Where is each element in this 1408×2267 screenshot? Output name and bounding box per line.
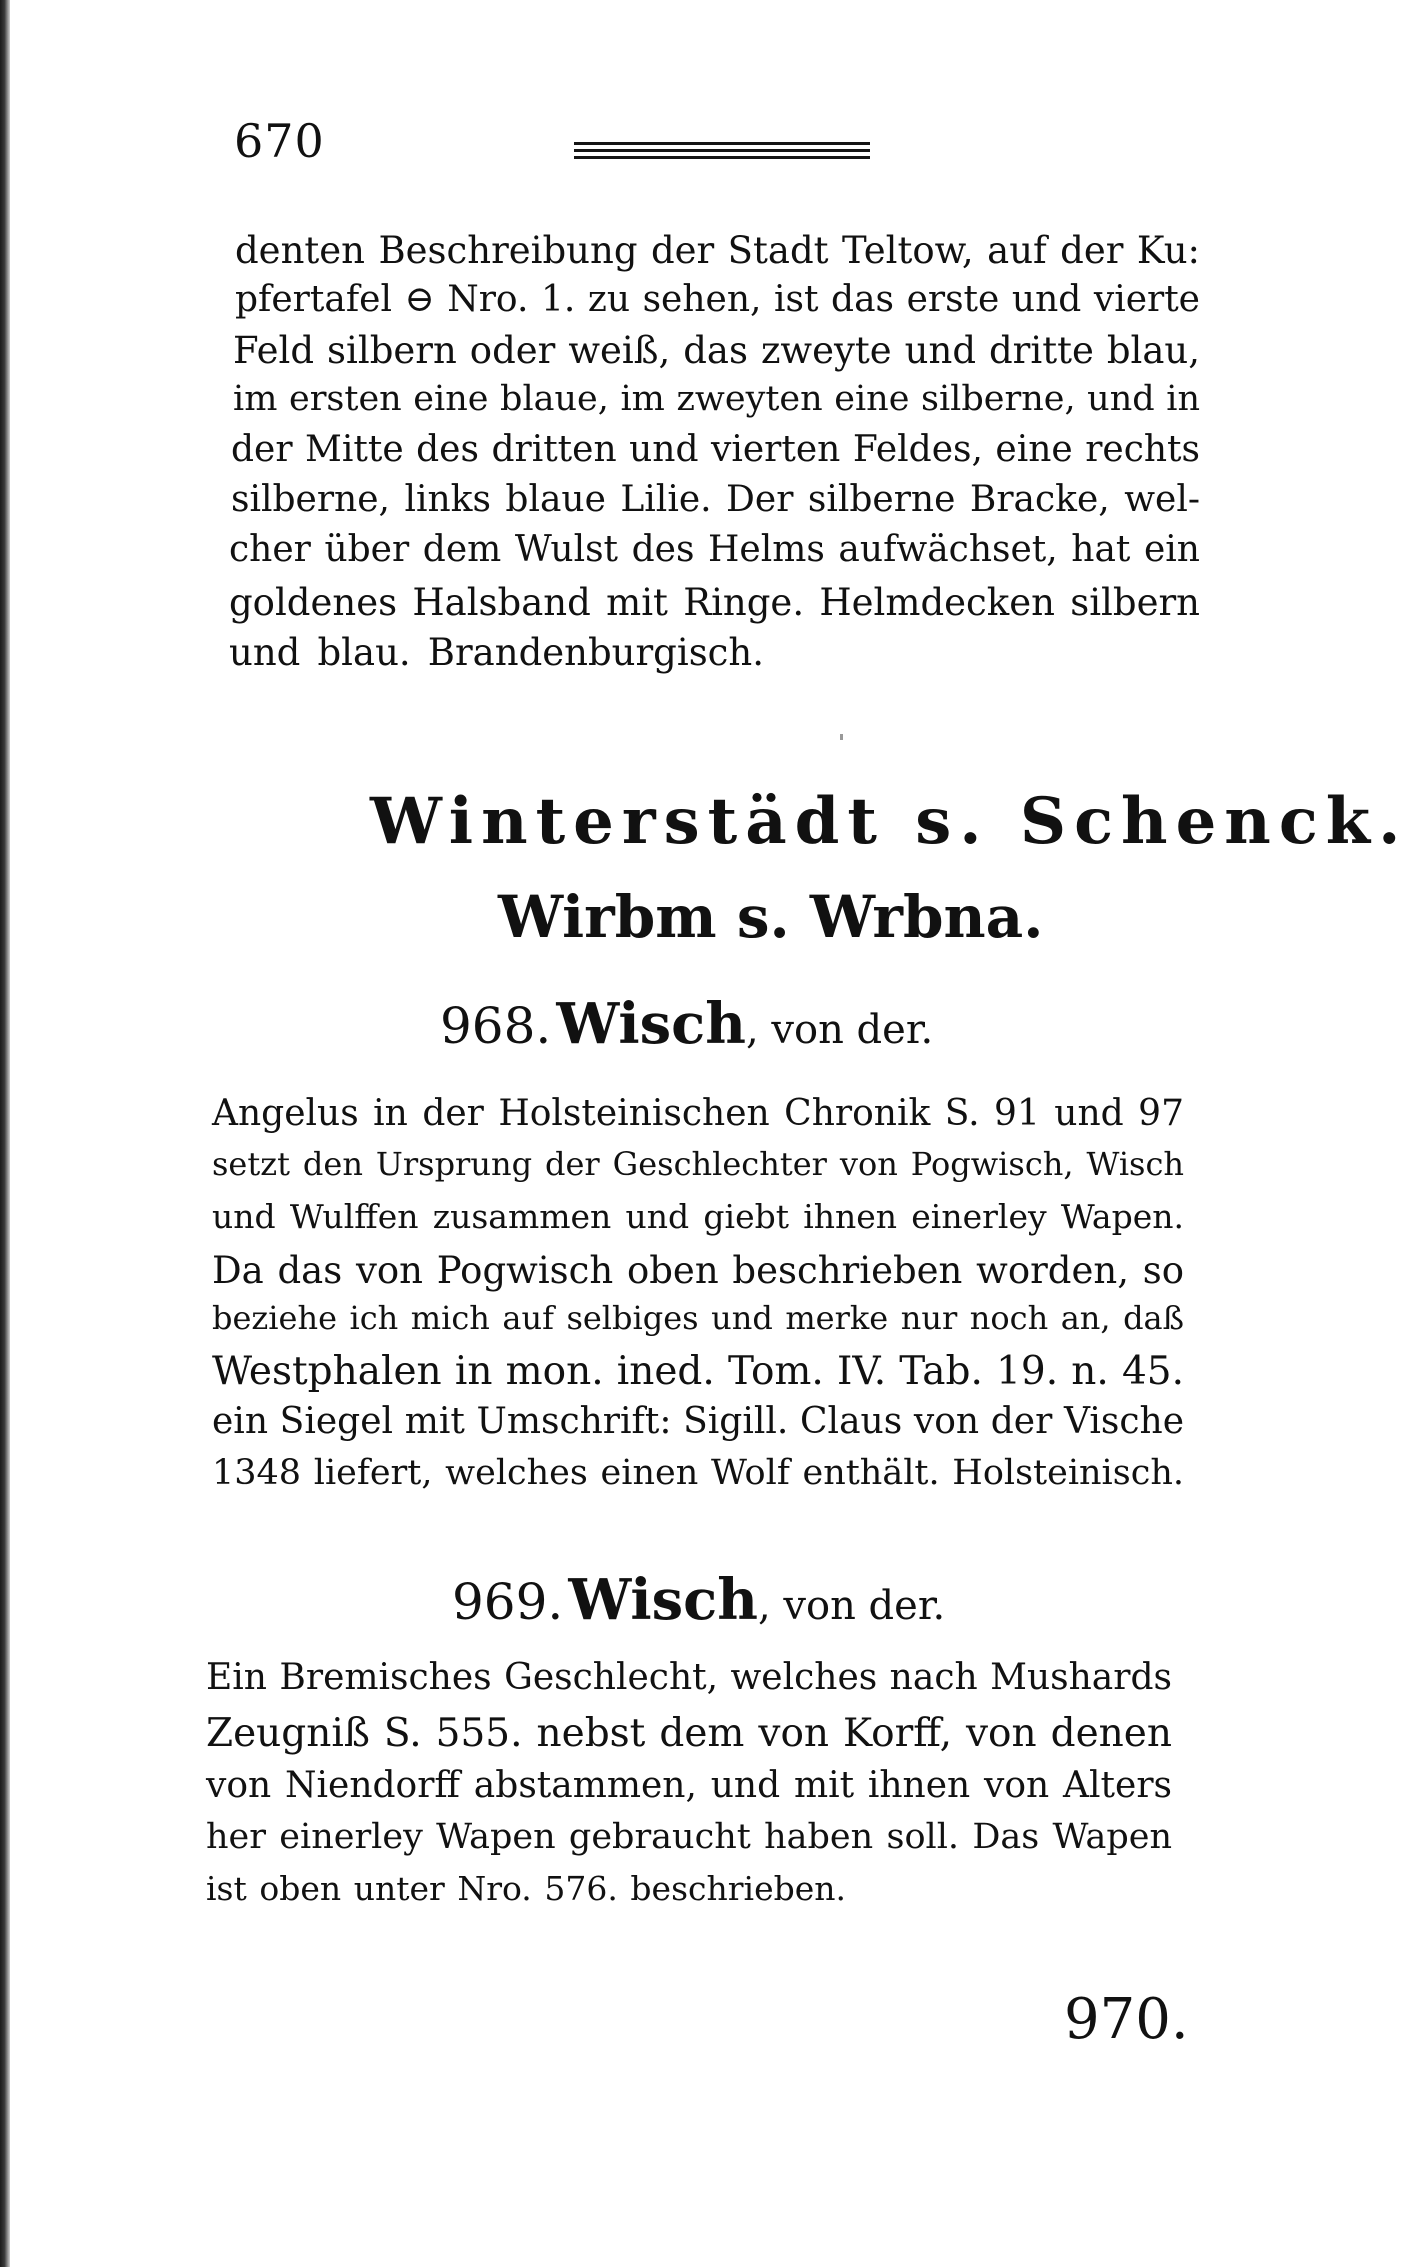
text-line: pfertafel ⊖ Nro. 1. zu sehen, ist das erste und vierte <box>235 279 1200 320</box>
header-rule-line <box>574 156 870 159</box>
heading-winterstaedt: Winterstädt s. Schenck. <box>370 784 1408 859</box>
text-line: der Mitte des dritten und vierten Feldes, eine rechts <box>231 429 1200 470</box>
text-line: im ersten eine blaue, im zweyten eine silberne, und in <box>233 379 1200 419</box>
heading-wirbm: Wirbm s. Wrbna. <box>498 883 1044 951</box>
text-line: Ein Bremisches Geschlecht, welches nach Mushards <box>206 1657 1172 1698</box>
entry-969-heading <box>452 1567 946 1633</box>
entry-968-heading <box>440 991 934 1057</box>
page-number: 670 <box>234 114 325 168</box>
text-line: ist oben unter Nro. 576. beschrieben. <box>206 1869 846 1908</box>
entry-suffix: , von der. <box>745 1007 934 1053</box>
text-line: beziehe ich mich auf selbiges und merke nur noch an, daß <box>212 1299 1184 1337</box>
text-line: Zeugniß S. 555. nebst dem von Korff, von denen <box>206 1711 1172 1756</box>
entry-suffix: , von der. <box>757 1583 946 1629</box>
catchword: 970. <box>1064 1987 1189 2052</box>
entry-name: Wisch <box>556 991 746 1057</box>
text-line: silberne, links blaue Lilie. Der silberne Bracke, wel- <box>231 479 1200 520</box>
text-line: 1348 liefert, welches einen Wolf enthält. Holsteinisch. <box>212 1453 1184 1493</box>
entry-number: 968. <box>440 997 552 1055</box>
text-line: und Wulffen zusammen und giebt ihnen einerley Wapen. <box>212 1197 1184 1236</box>
text-line: setzt den Ursprung der Geschlechter von Pogwisch, Wisch <box>212 1145 1184 1183</box>
text-line: denten Beschreibung der Stadt Teltow, auf der Ku: <box>235 229 1200 272</box>
print-speck <box>840 734 843 740</box>
text-line: her einerley Wapen gebraucht haben soll. Das Wapen <box>206 1817 1172 1857</box>
text-line: und blau. Brandenburgisch. <box>229 631 764 674</box>
header-rule <box>574 140 870 160</box>
text-line: ein Siegel mit Umschrift: Sigill. Claus von der Vische <box>212 1401 1184 1442</box>
text-line: von Niendorff abstammen, und mit ihnen von Alters <box>206 1765 1172 1806</box>
entry-number: 969. <box>452 1573 564 1631</box>
text-line: Da das von Pogwisch oben beschrieben worden, so <box>212 1249 1184 1292</box>
entry-name: Wisch <box>568 1567 758 1633</box>
text-line: Angelus in der Holsteinischen Chronik S. 91 und 97 <box>212 1093 1184 1134</box>
text-line: goldenes Halsband mit Ringe. Helmdecken silbern <box>229 581 1200 624</box>
text-line: Feld silbern oder weiß, das zweyte und dritte blau, <box>233 329 1200 372</box>
header-rule-line <box>574 142 870 145</box>
header-rule-line <box>574 149 870 152</box>
text-line: cher über dem Wulst des Helms aufwächset, hat ein <box>229 529 1200 570</box>
text-line: Westphalen in mon. ined. Tom. IV. Tab. 19. n. 45. <box>212 1349 1184 1394</box>
